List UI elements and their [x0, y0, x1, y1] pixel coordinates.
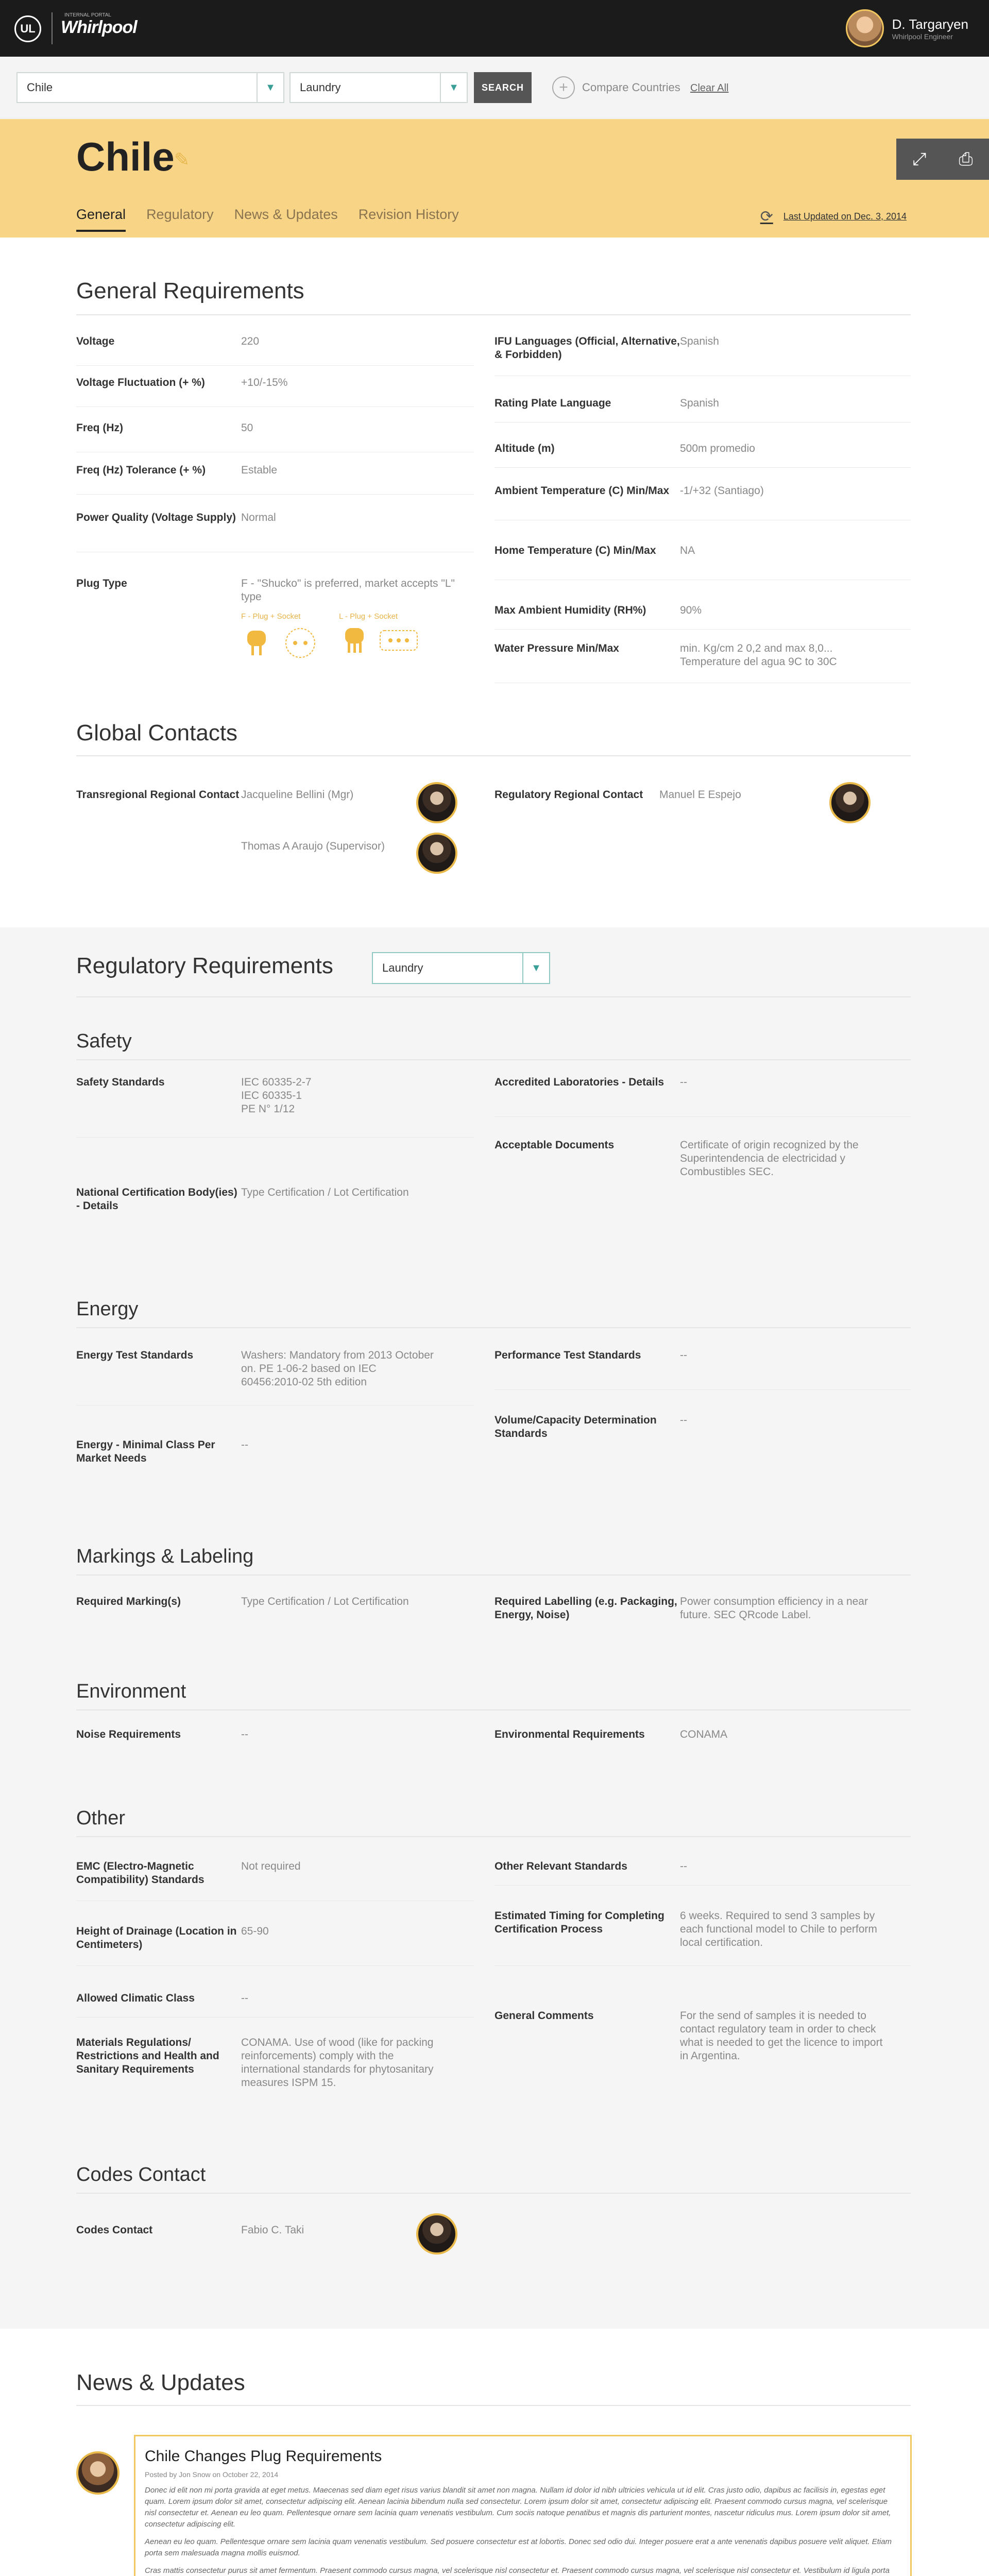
safety-title: Safety	[76, 1030, 132, 1052]
print-icon[interactable]: ⎙	[959, 149, 973, 169]
spec-row	[494, 1909, 911, 1966]
contact-row	[76, 788, 474, 829]
contact-label: Regulatory Regional Contact	[494, 789, 643, 801]
section-tabs	[76, 207, 480, 232]
compare-countries-button[interactable]	[552, 76, 680, 99]
spec-value: F - "Shucko" is preferred, market accepts "L" type	[241, 578, 455, 603]
tab-revision-history[interactable]: Revision History	[358, 207, 459, 222]
divider	[76, 996, 911, 997]
divider	[76, 1574, 911, 1575]
hero-tools	[896, 139, 989, 180]
spec-value: Power consumption efficiency in a near future. SEC QRcode Label.	[680, 1596, 868, 1621]
plug-diagram-l	[339, 612, 419, 661]
divider	[76, 2193, 911, 2194]
spec-row	[76, 1728, 474, 1754]
other-title: Other	[76, 1807, 126, 1829]
spec-row	[494, 397, 911, 422]
spec-row	[76, 421, 474, 452]
author-avatar[interactable]	[76, 2451, 120, 2495]
spec-value: 65-90	[241, 1925, 269, 1937]
spec-label: Plug Type	[76, 578, 127, 589]
spec-label: Safety Standards	[76, 1076, 165, 1088]
divider	[76, 755, 911, 756]
spec-value: IEC 60335-2-7 IEC 60335-1 PE N° 1/12	[241, 1076, 312, 1115]
spec-value: --	[241, 1728, 248, 1740]
spec-label: Ambient Temperature (C) Min/Max	[494, 485, 670, 497]
spec-row	[76, 1860, 474, 1901]
spec-value: NA	[680, 545, 695, 556]
contact-row	[76, 2224, 474, 2249]
chevron-down-icon[interactable]: ▼	[257, 73, 283, 102]
spec-label: Acceptable Documents	[494, 1139, 615, 1151]
spec-row	[76, 1925, 474, 1966]
spec-row	[76, 1186, 474, 1222]
spec-value: 50	[241, 422, 253, 434]
spec-label: Height of Drainage (Location in Centimeters)	[76, 1925, 237, 1951]
spec-row	[494, 1595, 911, 1636]
spec-row	[494, 604, 911, 630]
spec-row	[494, 1139, 911, 1190]
spec-row	[494, 1076, 911, 1117]
spec-label: Volume/Capacity Determination Standards	[494, 1414, 657, 1439]
spec-row	[76, 1349, 474, 1405]
brand-divider	[52, 12, 53, 44]
spec-value: min. Kg/cm 2 0,2 and max 8,0... Temperature del agua 9C to 30C	[680, 642, 837, 668]
divider	[76, 1709, 911, 1710]
contact-name[interactable]: Jacqueline Bellini (Mgr)	[241, 789, 354, 801]
spec-row	[76, 335, 474, 366]
spec-row	[494, 442, 911, 468]
spec-row	[494, 484, 911, 520]
spec-value: Normal	[241, 512, 276, 523]
spec-row	[494, 1728, 911, 1754]
ul-logo[interactable]: UL	[14, 15, 41, 42]
spec-label: National Certification Body(ies) - Details	[76, 1187, 237, 1212]
spec-value: 90%	[680, 604, 702, 616]
plug-caption: F - Plug + Socket	[241, 612, 301, 621]
markings-title: Markings & Labeling	[76, 1546, 254, 1567]
spec-row	[494, 2009, 911, 2071]
whirlpool-logo[interactable]: Whirlpool	[61, 18, 137, 37]
news-item-body: Aenean eu leo quam. Pellentesque ornare sem lacinia quam venenatis vestibulum. Sed posuere consectetur est at lobortis. Donec sed odio dui. Integer posuere erat a ante venenatis dapibus posuere velit aliquet. Etiam porta sem malesuada magna mollis euismod.	[145, 2537, 892, 2557]
product-select[interactable]	[289, 72, 468, 103]
spec-label: Estimated Timing for Completing Certification Process	[494, 1910, 664, 1935]
top-bar	[0, 0, 989, 57]
spec-value: --	[680, 1076, 687, 1088]
page-title: Chile	[76, 134, 175, 179]
spec-label: EMC (Electro-Magnetic Compatibility) Standards	[76, 1860, 204, 1886]
spec-label: IFU Languages (Official, Alternative, & Forbidden)	[494, 335, 680, 361]
contact-avatar[interactable]	[829, 782, 871, 823]
socket-icon	[378, 628, 419, 653]
tab-regulatory[interactable]: Regulatory	[146, 207, 214, 222]
spec-row	[76, 1438, 474, 1475]
country-select-value: Chile	[27, 81, 53, 94]
spec-row	[76, 1992, 474, 2018]
chevron-down-icon[interactable]: ▼	[440, 73, 467, 102]
energy-title: Energy	[76, 1298, 139, 1320]
spec-row	[76, 1076, 474, 1138]
contact-label: Transregional Regional Contact	[76, 789, 240, 801]
spec-label: Accredited Laboratories - Details	[494, 1076, 664, 1088]
spec-label: Required Marking(s)	[76, 1596, 181, 1607]
spec-label: Other Relevant Standards	[494, 1860, 627, 1872]
spec-label: Voltage	[76, 335, 115, 347]
expand-icon[interactable]: ⤢	[912, 149, 927, 169]
country-select[interactable]	[16, 72, 284, 103]
user-menu[interactable]	[846, 9, 968, 47]
spec-value: Spanish	[680, 335, 719, 347]
spec-row	[76, 511, 474, 552]
edit-icon[interactable]: ✎	[174, 149, 190, 170]
spec-label: Rating Plate Language	[494, 397, 611, 409]
spec-value: -1/+32 (Santiago)	[680, 485, 764, 497]
spec-label: Energy Test Standards	[76, 1349, 194, 1361]
spec-label: Voltage Fluctuation (+ %)	[76, 377, 205, 388]
spec-value: --	[241, 1439, 248, 1451]
news-item-meta: Posted by Jon Snow on October 22, 2014	[145, 2470, 279, 2479]
contact-name[interactable]: Fabio C. Taki	[241, 2224, 304, 2236]
spec-label: Energy - Minimal Class Per Market Needs	[76, 1439, 215, 1464]
spec-label: Water Pressure Min/Max	[494, 642, 619, 654]
spec-value: 220	[241, 335, 260, 347]
spec-row	[494, 1860, 911, 1886]
spec-row	[494, 544, 911, 580]
spec-label: Required Labelling (e.g. Packaging, Energy, Noise)	[494, 1596, 677, 1621]
spec-label: Altitude (m)	[494, 443, 555, 454]
global-contacts-title: Global Contacts	[76, 720, 238, 745]
news-item-body: Donec id elit non mi porta gravida at eget metus. Maecenas sed diam eget risus varius blandit sit amet non magna. Nullam id dolor id nibh ultricies vehicula ut id elit. Cras justo odio, dapibus ac facilisis in, egestas eget quam. Lorem ipsum dolor sit amet, consectetur adipiscing elit. Aenean lacinia bibendum nulla sed consectetur. Lorem ipsum dolor sit amet, consectetur adipiscing elit. Praesent commodo cursus magna, vel scelerisque nisl consectetur et. Aenean eu leo quam. Pellentesque ornare sem lacinia quam venenatis vestibulum. Cum sociis natoque penatibus et magnis dis parturient montes, nascetur ridiculus mus. Lorem ipsum dolor sit amet, consectetur adipiscing elit.	[145, 2486, 891, 2529]
plug-icon	[339, 625, 370, 656]
regulatory-product-select[interactable]	[372, 952, 550, 984]
brand-subtitle: INTERNAL PORTAL	[64, 12, 111, 18]
spec-label: Performance Test Standards	[494, 1349, 641, 1361]
spec-value: Type Certification / Lot Certification	[241, 1187, 409, 1198]
divider	[76, 2405, 911, 2406]
divider	[76, 1327, 911, 1328]
tab-general[interactable]: General	[76, 207, 126, 232]
spec-value: Not required	[241, 1860, 301, 1872]
search-button[interactable]: SEARCH	[474, 72, 532, 103]
spec-value: --	[680, 1414, 687, 1426]
regulatory-title: Regulatory Requirements	[76, 953, 333, 978]
environment-title: Environment	[76, 1681, 186, 1702]
contact-name[interactable]: Thomas A Araujo (Supervisor)	[241, 840, 385, 852]
spec-value: --	[241, 1992, 248, 2004]
spec-label: Materials Regulations/ Restrictions and Health and Sanitary Requirements	[76, 2037, 219, 2075]
contact-avatar[interactable]	[416, 782, 457, 823]
news-title: News & Updates	[76, 2370, 245, 2395]
spec-value: 6 weeks. Required to send 3 samples by each functional model to Chile to perform local certification.	[680, 1910, 877, 1948]
plug-icon	[241, 628, 272, 658]
last-updated-link[interactable]	[760, 208, 907, 226]
plug-diagram-f	[241, 612, 318, 661]
user-avatar[interactable]	[846, 9, 884, 47]
spec-value: Certificate of origin recognized by the Superintendencia de electricidad y Combustibles SEC.	[680, 1139, 859, 1178]
product-select-value: Laundry	[300, 81, 341, 94]
spec-label: Home Temperature (C) Min/Max	[494, 545, 656, 556]
codes-contact-title: Codes Contact	[76, 2164, 206, 2185]
contact-label: Codes Contact	[76, 2224, 153, 2236]
spec-row	[494, 335, 911, 376]
spec-label: General Comments	[494, 2010, 594, 2022]
spec-label: Max Ambient Humidity (RH%)	[494, 604, 646, 616]
divider	[76, 1059, 911, 1060]
contact-avatar[interactable]	[416, 833, 457, 874]
clear-all-link[interactable]: Clear All	[690, 82, 729, 94]
spec-label: Freq (Hz) Tolerance (+ %)	[76, 464, 206, 476]
last-updated-text: Last Updated on Dec. 3, 2014	[783, 211, 907, 222]
spec-label: Power Quality (Voltage Supply)	[76, 512, 236, 523]
regulatory-product-value: Laundry	[382, 961, 423, 974]
spec-row	[76, 2036, 474, 2093]
spec-value: 500m promedio	[680, 443, 755, 454]
spec-label: Noise Requirements	[76, 1728, 181, 1740]
spec-row	[76, 376, 474, 407]
spec-value: Estable	[241, 464, 278, 476]
spec-value: +10/-15%	[241, 377, 288, 388]
spec-value: Spanish	[680, 397, 719, 409]
spec-value: CONAMA. Use of wood (like for packing reinforcements) comply with the international standards for phytosanitary measures ISPM 15.	[241, 2037, 434, 2089]
plug-caption: L - Plug + Socket	[339, 612, 398, 621]
spec-value: For the send of samples it is needed to contact regulatory team in order to check what is needed to get the licence to import in Argentina.	[680, 2010, 883, 2062]
spec-value: CONAMA	[680, 1728, 728, 1740]
spec-label: Environmental Requirements	[494, 1728, 645, 1740]
spec-label: Allowed Climatic Class	[76, 1992, 195, 2004]
refresh-icon: ⟳	[760, 208, 773, 225]
spec-row	[494, 1349, 911, 1390]
chevron-down-icon[interactable]: ▼	[522, 953, 549, 983]
spec-row	[494, 1414, 911, 1455]
general-requirements-title: General Requirements	[76, 278, 304, 303]
contact-name[interactable]: Manuel E Espejo	[659, 789, 741, 801]
spec-value: Type Certification / Lot Certification	[241, 1596, 409, 1607]
contact-avatar[interactable]	[416, 2213, 457, 2255]
user-name: D. Targaryen	[892, 16, 968, 32]
divider	[76, 314, 911, 315]
spec-label: Freq (Hz)	[76, 422, 123, 434]
compare-label: Compare Countries	[582, 81, 680, 94]
spec-row	[76, 1595, 474, 1626]
news-item-title[interactable]: Chile Changes Plug Requirements	[145, 2448, 382, 2465]
spec-value: Washers: Mandatory from 2013 October on. PE 1-06-2 based on IEC 60456:2010-02 5th edition	[241, 1349, 434, 1388]
spec-row	[494, 642, 911, 683]
spec-value: --	[680, 1349, 687, 1361]
tab-news[interactable]: News & Updates	[234, 207, 338, 222]
country-hero	[0, 119, 989, 238]
divider	[76, 1836, 911, 1837]
news-item[interactable]	[134, 2435, 912, 2576]
spec-row	[76, 464, 474, 495]
socket-icon	[282, 625, 318, 661]
spec-row	[76, 577, 474, 680]
spec-value: --	[680, 1860, 687, 1872]
news-item-body: Cras mattis consectetur purus sit amet fermentum. Praesent commodo cursus magna, vel scelerisque nisl consectetur et. Praesent commodo cursus magna, vel scelerisque nisl consectetur et. Vestibulum id ligula porta	[145, 2566, 890, 2575]
user-role: Whirlpool Engineer	[892, 32, 953, 41]
plus-icon: +	[552, 76, 575, 99]
